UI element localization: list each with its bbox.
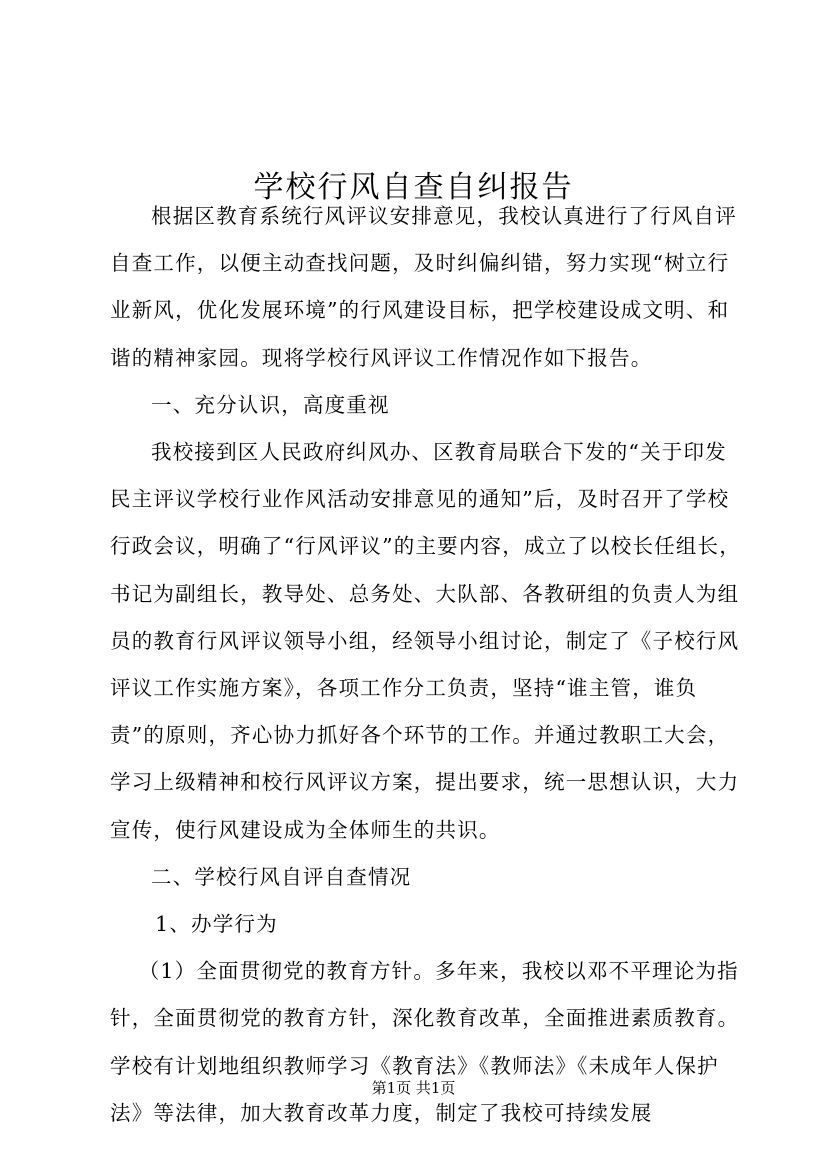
page-footer: 第1页 共1页	[371, 1079, 456, 1097]
heading-section-2: 二、学校行风自评自查情况	[151, 864, 412, 889]
paragraph-item-1: （1）全面贯彻党的教育方针。多年来，我校以邓不平理论为指针，全面贯彻党的教育方针，深化教育改革，全面推进素质教育。学校有计划地组织教师学习《教育法》《教师法》《未成年人保护法》等法律，加大教育改革力度，制定了我校可持续发展	[110, 959, 740, 1125]
heading-subsection-1: 1、办学行为	[155, 912, 278, 937]
document-title: 学校行风自查自纠报告	[253, 170, 574, 206]
document-body	[110, 193, 742, 1137]
paragraph-intro: 根据区教育系统行风评议安排意见，我校认真进行了行风自评自查工作，以便主动查找问题，及时纠偏纠错，努力实现“树立行业新风，优化发展环境”的行风建设目标，把学校建设成文明、和谐的精神家园。现将学校行风评议工作情况作如下报告。	[110, 204, 737, 370]
heading-section-1: 一、充分认识，高度重视	[151, 392, 390, 417]
paragraph-section-1: 我校接到区人民政府纠风办、区教育局联合下发的“关于印发民主评议学校行业作风活动安排意见的通知”后，及时召开了学校行政会议，明确了“行风评议”的主要内容，成立了以校长任组长，书记为副组长，教导处、总务处、大队部、各教研组的负责人为组员的教育行风评议领导小组，经领导小组讨论，制定了《子校行风评议工作实施方案》，各项工作分工负责，坚持“谁主管，谁负责”的原则，齐心协力抓好各个环节的工作。并通过教职工大会，学习上级精神和校行风评议方案，提出要求，统一思想认识，大力宣传，使行风建设成为全体师生的共识。	[110, 440, 741, 842]
